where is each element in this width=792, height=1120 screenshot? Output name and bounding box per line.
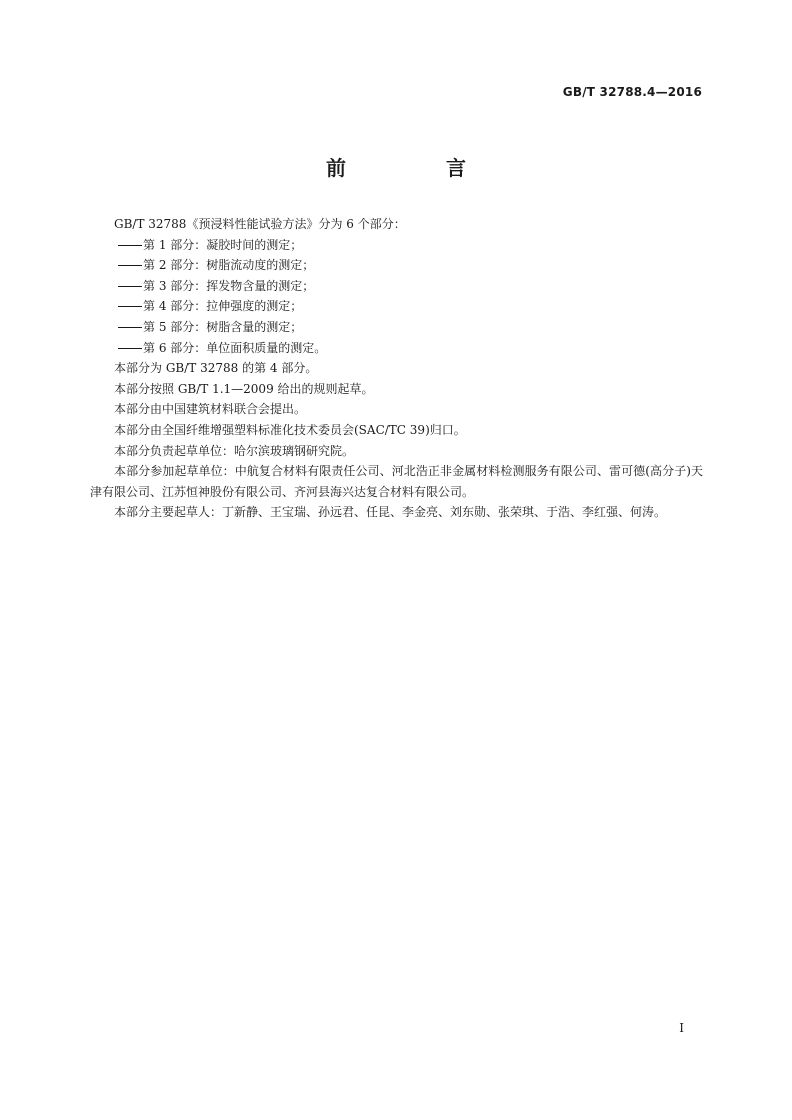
list-item-text: 第 2 部分：树脂流动度的测定； [143,258,315,273]
dash-mark [118,327,142,328]
technical-committee: 本部分由全国纤维增强塑料标准化技术委员会(SAC/TC 39)归口。 [114,422,466,437]
dash-mark [118,286,142,287]
list-item-text: 第 4 部分：拉伸强度的测定； [143,299,303,314]
list-item [90,338,703,359]
lead-drafting-unit: 本部分负责起草单位：哈尔滨玻璃钢研究院。 [114,443,355,458]
list-item [90,255,703,276]
dash-mark [118,348,142,349]
intro-paragraph: GB/T 32788《预浸料性能试验方法》分为 6 个部分： [114,217,406,231]
list-item [90,296,703,317]
dash-mark [118,265,142,266]
main-drafters: 本部分主要起草人：丁新静、王宝瑞、孙远君、任昆、李金亮、刘东勋、张荣琪、于浩、李红强、何涛。 [114,505,667,520]
list-item-text: 第 6 部分：单位面积质量的测定。 [143,340,327,355]
list-item-text: 第 3 部分：挥发物含量的测定； [143,278,315,293]
proposer: 本部分由中国建筑材料联合会提出。 [114,402,307,417]
dash-mark [118,245,142,246]
standard-code: GB/T 32788.4—2016 [562,85,702,99]
page-number: I [679,1021,684,1035]
page-title: 前 言 [326,156,506,180]
dash-mark [118,306,142,307]
list-item [90,317,703,338]
list-item-text: 第 1 部分：凝胶时间的测定； [143,237,303,252]
part-statement: 本部分为 GB/T 32788 的第 4 部分。 [114,361,318,376]
foreword-body [90,214,703,523]
list-item [90,235,703,256]
drafting-rules: 本部分按照 GB/T 1.1—2009 给出的规则起草。 [114,381,374,396]
list-item-text: 第 5 部分：树脂含量的测定； [143,319,303,334]
participating-units: 本部分参加起草单位：中航复合材料有限责任公司、河北浩正非金属材料检测服务有限公司、雷可德(高分子)天津有限公司、江苏恒神股份有限公司、齐河县海兴达复合材料有限公司。 [90,464,703,499]
list-item [90,276,703,297]
